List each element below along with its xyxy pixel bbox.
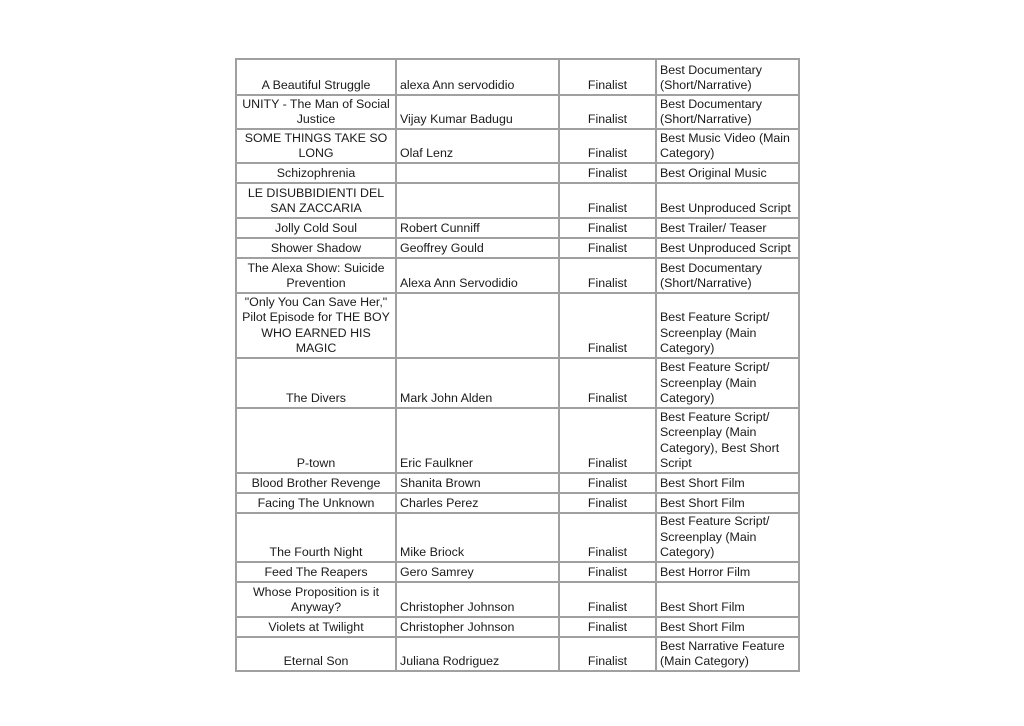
submitter-name-cell (396, 293, 559, 358)
status-cell: Finalist (559, 163, 656, 183)
table-row (236, 129, 799, 163)
status-cell: Finalist (559, 562, 656, 582)
status-cell: Finalist (559, 183, 656, 218)
status-cell: Finalist (559, 493, 656, 513)
submitter-name-cell: Mike Briock (396, 513, 559, 562)
award-category-cell: Best Documentary (Short/Narrative) (656, 95, 799, 129)
film-title-cell: Violets at Twilight (236, 617, 396, 637)
award-category-cell: Best Documentary (Short/Narrative) (656, 59, 799, 95)
award-category-cell: Best Original Music (656, 163, 799, 183)
table-row (236, 473, 799, 493)
award-category-cell: Best Feature Script/ Screenplay (Main Category) (656, 293, 799, 358)
status-cell: Finalist (559, 238, 656, 258)
film-title-cell: Whose Proposition is it Anyway? (236, 582, 396, 617)
submitter-name-cell: Charles Perez (396, 493, 559, 513)
table-row (236, 513, 799, 562)
table-row (236, 408, 799, 473)
status-cell: Finalist (559, 637, 656, 671)
status-cell: Finalist (559, 513, 656, 562)
award-category-cell: Best Short Film (656, 582, 799, 617)
status-cell: Finalist (559, 59, 656, 95)
film-title-cell: The Alexa Show: Suicide Prevention (236, 258, 396, 293)
film-title-cell: The Fourth Night (236, 513, 396, 562)
status-cell: Finalist (559, 617, 656, 637)
status-cell: Finalist (559, 473, 656, 493)
submitter-name-cell (396, 163, 559, 183)
status-cell: Finalist (559, 218, 656, 238)
table-row (236, 183, 799, 218)
table-row (236, 493, 799, 513)
table-row (236, 258, 799, 293)
submitter-name-cell: Mark John Alden (396, 358, 559, 408)
status-cell: Finalist (559, 408, 656, 473)
submitter-name-cell: Robert Cunniff (396, 218, 559, 238)
film-title-cell: Jolly Cold Soul (236, 218, 396, 238)
status-cell: Finalist (559, 129, 656, 163)
submitter-name-cell: Geoffrey Gould (396, 238, 559, 258)
submitter-name-cell: alexa Ann servodidio (396, 59, 559, 95)
table-row (236, 218, 799, 238)
submitter-name-cell: Olaf Lenz (396, 129, 559, 163)
film-title-cell: Schizophrenia (236, 163, 396, 183)
award-category-cell: Best Feature Script/ Screenplay (Main Category), Best Short Script (656, 408, 799, 473)
submitter-name-cell: Alexa Ann Servodidio (396, 258, 559, 293)
submitter-name-cell: Eric Faulkner (396, 408, 559, 473)
status-cell: Finalist (559, 95, 656, 129)
status-cell: Finalist (559, 582, 656, 617)
table-row (236, 637, 799, 671)
submitter-name-cell (396, 183, 559, 218)
award-category-cell: Best Unproduced Script (656, 238, 799, 258)
finalists-table (235, 58, 800, 672)
table-row (236, 358, 799, 408)
film-title-cell: A Beautiful Struggle (236, 59, 396, 95)
table-row (236, 95, 799, 129)
award-category-cell: Best Trailer/ Teaser (656, 218, 799, 238)
submitter-name-cell: Christopher Johnson (396, 617, 559, 637)
award-category-cell: Best Documentary (Short/Narrative) (656, 258, 799, 293)
award-category-cell: Best Short Film (656, 493, 799, 513)
film-title-cell: UNITY - The Man of Social Justice (236, 95, 396, 129)
table-row (236, 238, 799, 258)
award-category-cell: Best Feature Script/ Screenplay (Main Category) (656, 358, 799, 408)
award-category-cell: Best Short Film (656, 617, 799, 637)
award-category-cell: Best Horror Film (656, 562, 799, 582)
submitter-name-cell: Shanita Brown (396, 473, 559, 493)
award-category-cell: Best Short Film (656, 473, 799, 493)
award-category-cell: Best Narrative Feature (Main Category) (656, 637, 799, 671)
table-row (236, 163, 799, 183)
submitter-name-cell: Gero Samrey (396, 562, 559, 582)
table-body (236, 59, 799, 671)
table-row (236, 293, 799, 358)
submitter-name-cell: Vijay Kumar Badugu (396, 95, 559, 129)
table-row (236, 562, 799, 582)
status-cell: Finalist (559, 258, 656, 293)
film-title-cell: "Only You Can Save Her," Pilot Episode for THE BOY WHO EARNED HIS MAGIC (236, 293, 396, 358)
film-title-cell: The Divers (236, 358, 396, 408)
submitter-name-cell: Juliana Rodriguez (396, 637, 559, 671)
film-title-cell: SOME THINGS TAKE SO LONG (236, 129, 396, 163)
award-category-cell: Best Music Video (Main Category) (656, 129, 799, 163)
film-title-cell: LE DISUBBIDIENTI DEL SAN ZACCARIA (236, 183, 396, 218)
film-title-cell: Blood Brother Revenge (236, 473, 396, 493)
award-category-cell: Best Unproduced Script (656, 183, 799, 218)
status-cell: Finalist (559, 358, 656, 408)
submitter-name-cell: Christopher Johnson (396, 582, 559, 617)
film-title-cell: P-town (236, 408, 396, 473)
table-row (236, 617, 799, 637)
film-title-cell: Facing The Unknown (236, 493, 396, 513)
table-row (236, 582, 799, 617)
table-row (236, 59, 799, 95)
film-title-cell: Eternal Son (236, 637, 396, 671)
film-title-cell: Feed The Reapers (236, 562, 396, 582)
film-title-cell: Shower Shadow (236, 238, 396, 258)
status-cell: Finalist (559, 293, 656, 358)
award-category-cell: Best Feature Script/ Screenplay (Main Category) (656, 513, 799, 562)
